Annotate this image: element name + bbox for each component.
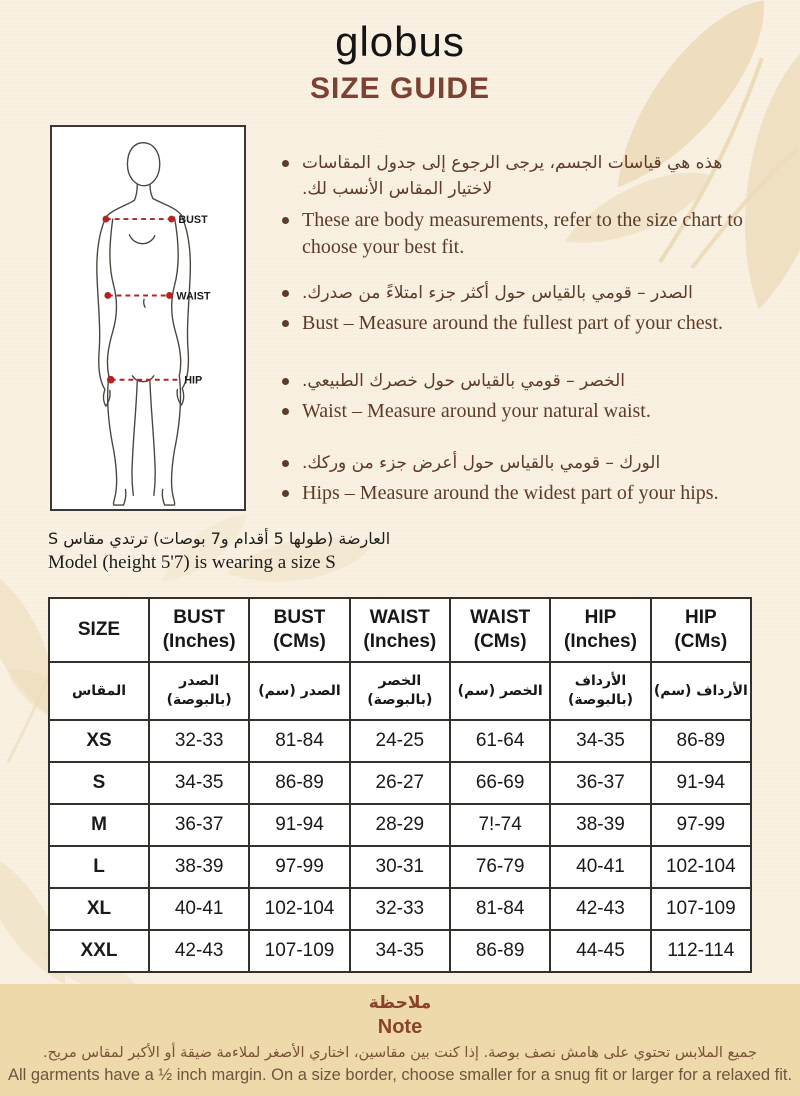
table-header-row-english — [49, 598, 751, 662]
size-cell: L — [49, 846, 149, 888]
table-cell: 40-41 — [149, 888, 249, 930]
bullet-dot-icon — [282, 408, 289, 415]
list-item — [282, 398, 744, 425]
table-cell: 76-79 — [450, 846, 550, 888]
bullet-group-waist — [282, 368, 744, 429]
list-item — [282, 368, 744, 394]
bust-label: BUST — [178, 213, 208, 226]
table-cell: 86-89 — [249, 762, 349, 804]
table-cell: 30-31 — [350, 846, 450, 888]
table-cell: 91-94 — [651, 762, 751, 804]
table-cell: 97-99 — [249, 846, 349, 888]
model-note-english: Model (height 5'7) is wearing a size S — [48, 552, 336, 574]
table-cell: 42-43 — [149, 930, 249, 972]
bullet-group-intro — [282, 150, 744, 265]
table-cell: 61-64 — [450, 720, 550, 762]
table-cell: 42-43 — [550, 888, 650, 930]
header-cell: BUST (Inches) — [149, 598, 249, 662]
header-cell: الأرداف (سم) — [651, 662, 751, 720]
table-cell: 28-29 — [350, 804, 450, 846]
list-item — [282, 310, 744, 337]
page-title: SIZE GUIDE — [309, 72, 491, 105]
bullet-dot-icon — [282, 320, 289, 327]
table-cell: 81-84 — [249, 720, 349, 762]
list-item — [282, 150, 744, 203]
list-item — [282, 280, 744, 306]
list-item — [282, 207, 744, 261]
bullet-text-arabic: الورك – قومي بالقياس حول أعرض جزء من وركك. — [302, 453, 661, 473]
header-cell: BUST (CMs) — [249, 598, 349, 662]
bullet-text-arabic: الصدر – قومي بالقياس حول أكثر جزء امتلاءً من صدرك. — [302, 283, 693, 303]
body-silhouette — [52, 127, 244, 509]
bullet-text-arabic: الخصر – قومي بالقياس حول خصرك الطبيعي. — [302, 371, 626, 391]
bullet-dot-icon — [282, 378, 289, 385]
size-chart-table — [48, 597, 752, 973]
size-cell: XL — [49, 888, 149, 930]
header-cell: الصدر (سم) — [249, 662, 349, 720]
bullet-text-english: Bust – Measure around the fullest part of your chest. — [302, 312, 724, 335]
bullet-group-hips — [282, 450, 744, 511]
bullet-dot-icon — [282, 290, 289, 297]
brand-logo: globus — [335, 18, 465, 65]
table-cell: 107-109 — [651, 888, 751, 930]
table-cell: 24-25 — [350, 720, 450, 762]
table-cell: 32-33 — [149, 720, 249, 762]
bullet-dot-icon — [282, 160, 289, 167]
bullet-dot-icon — [282, 217, 289, 224]
note-heading-arabic: ملاحظة — [368, 993, 432, 1013]
model-note-arabic: العارضة (طولها 5 أقدام و7 بوصات) ترتدي مقاس S — [48, 529, 391, 548]
table-row — [49, 930, 751, 972]
table-cell: 36-37 — [550, 762, 650, 804]
table-cell: 40-41 — [550, 846, 650, 888]
header-cell: المقاس — [49, 662, 149, 720]
table-cell: 34-35 — [149, 762, 249, 804]
model-size-note — [48, 527, 608, 576]
note-body-arabic: جميع الملابس تحتوي على هامش نصف بوصة. إذا كنت بين مقاسين، اختاري الأصغر لملاءمة ضيقة أو الأكبر لمقاس مريح. — [43, 1045, 757, 1061]
table-row — [49, 720, 751, 762]
table-row — [49, 804, 751, 846]
bullet-group-bust — [282, 280, 744, 341]
bullet-text-english: Hips – Measure around the widest part of your hips. — [302, 482, 719, 505]
table-cell: 32-33 — [350, 888, 450, 930]
note-heading-english: Note — [377, 1016, 423, 1038]
table-cell: 97-99 — [651, 804, 751, 846]
table-cell: 91-94 — [249, 804, 349, 846]
table-cell: 102-104 — [651, 846, 751, 888]
header-cell: الخصر (بالبوصة) — [350, 662, 450, 720]
header-cell: الصدر (بالبوصة) — [149, 662, 249, 720]
table-cell: 34-35 — [550, 720, 650, 762]
table-cell: 102-104 — [249, 888, 349, 930]
body-measurement-diagram — [50, 125, 246, 511]
table-cell: 66-69 — [450, 762, 550, 804]
bullet-dot-icon — [282, 490, 289, 497]
size-cell: S — [49, 762, 149, 804]
size-cell: M — [49, 804, 149, 846]
table-cell: 44-45 — [550, 930, 650, 972]
table-cell: 38-39 — [149, 846, 249, 888]
header-cell: WAIST (Inches) — [350, 598, 450, 662]
bullet-text-arabic: هذه هي قياسات الجسم، يرجى الرجوع إلى جدول المقاسات لاختيار المقاس الأنسب لك. — [302, 153, 723, 200]
table-cell: 7!-74 — [450, 804, 550, 846]
table-cell: 36-37 — [149, 804, 249, 846]
table-row — [49, 846, 751, 888]
size-cell: XS — [49, 720, 149, 762]
list-item — [282, 450, 744, 476]
header-cell: SIZE — [49, 598, 149, 662]
header-cell: HIP (Inches) — [550, 598, 650, 662]
table-row — [49, 762, 751, 804]
header-cell: WAIST (CMs) — [450, 598, 550, 662]
table-cell: 81-84 — [450, 888, 550, 930]
header-cell: HIP (CMs) — [651, 598, 751, 662]
bullet-text-english: Waist – Measure around your natural waist. — [302, 400, 651, 423]
table-cell: 112-114 — [651, 930, 751, 972]
bullet-text-english: These are body measurements, refer to the size chart to choose your best fit. — [302, 208, 743, 258]
note-body-english: All garments have a ½ inch margin. On a size border, choose smaller for a snug fit or larger for a relaxed fit. — [7, 1066, 793, 1084]
table-cell: 107-109 — [249, 930, 349, 972]
table-cell: 86-89 — [450, 930, 550, 972]
table-row — [49, 888, 751, 930]
header-cell: الخصر (سم) — [450, 662, 550, 720]
bullet-dot-icon — [282, 460, 289, 467]
list-item — [282, 480, 744, 507]
size-cell: XXL — [49, 930, 149, 972]
hip-label: HIP — [184, 374, 203, 387]
header-cell: الأرداف (بالبوصة) — [550, 662, 650, 720]
table-cell: 86-89 — [651, 720, 751, 762]
table-header-row-arabic — [49, 662, 751, 720]
note-section — [0, 984, 800, 1096]
waist-label: WAIST — [176, 290, 211, 303]
table-cell: 26-27 — [350, 762, 450, 804]
table-cell: 38-39 — [550, 804, 650, 846]
table-cell: 34-35 — [350, 930, 450, 972]
